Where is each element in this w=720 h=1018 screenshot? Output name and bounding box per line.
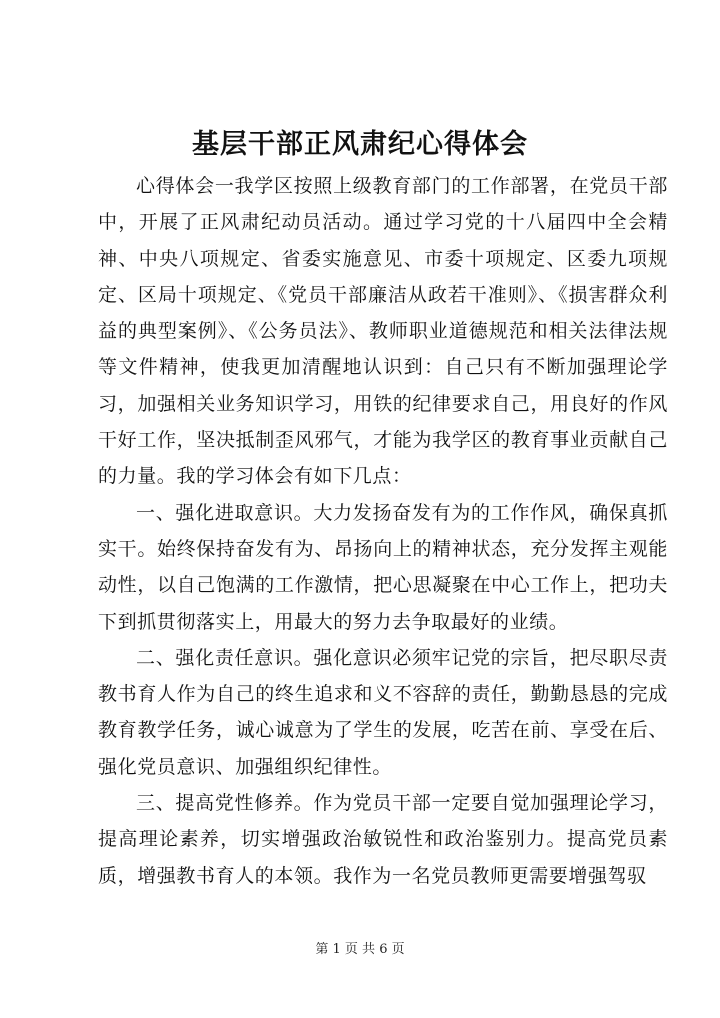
paragraph-point-1: 一、强化进取意识。大力发扬奋发有为的工作作风，确保真抓实干。始终保持奋发有为、昂扬向上的精神状态，充分发挥主观能动性，以自己饱满的工作激情，把心思凝聚在中心工作上，把功夫下到抓贯彻落实上，用最大的努力去争取最好的业绩。 — [98, 501, 668, 633]
paragraph-point-3: 三、提高党性修养。作为党员干部一定要自觉加强理论学习，提高理论素养，切实增强政治敏锐性和政治鉴别力。提高党员素质，增强教书育人的本领。我作为一名党员教师更需要增强驾驭 — [98, 792, 668, 887]
paragraph-point-2: 二、强化责任意识。强化意识必须牢记党的宗旨，把尽职尽责教书育人作为自己的终生追求和义不容辞的责任，勤勤恳恳的完成教育教学任务，诚心诚意为了学生的发展，吃苦在前、享受在后、强化党员意识、加强组织纪律性。 — [98, 646, 668, 778]
page-footer: 第 1 页 共 6 页 — [315, 942, 405, 957]
document-body — [98, 168, 668, 894]
document-title: 基层干部正风肃纪心得体会 — [192, 129, 528, 160]
paragraph-intro: 心得体会一我学区按照上级教育部门的工作部署，在党员干部中，开展了正风肃纪动员活动。通过学习党的十八届四中全会精神、中央八项规定、省委实施意见、市委十项规定、区委九项规定、区局十项规定、《党员干部廉洁从政若干准则》、《损害群众利益的典型案例》、《公务员法》、教师职业道德规范和相关法律法规等文件精神，使我更加清醒地认识到：自己只有不断加强理论学习，加强相关业务知识学习，用铁的纪律要求自己，用良好的作风干好工作，坚决抵制歪风邪气，才能为我学区的教育事业贡献自己的力量。我的学习体会有如下几点： — [98, 175, 668, 488]
